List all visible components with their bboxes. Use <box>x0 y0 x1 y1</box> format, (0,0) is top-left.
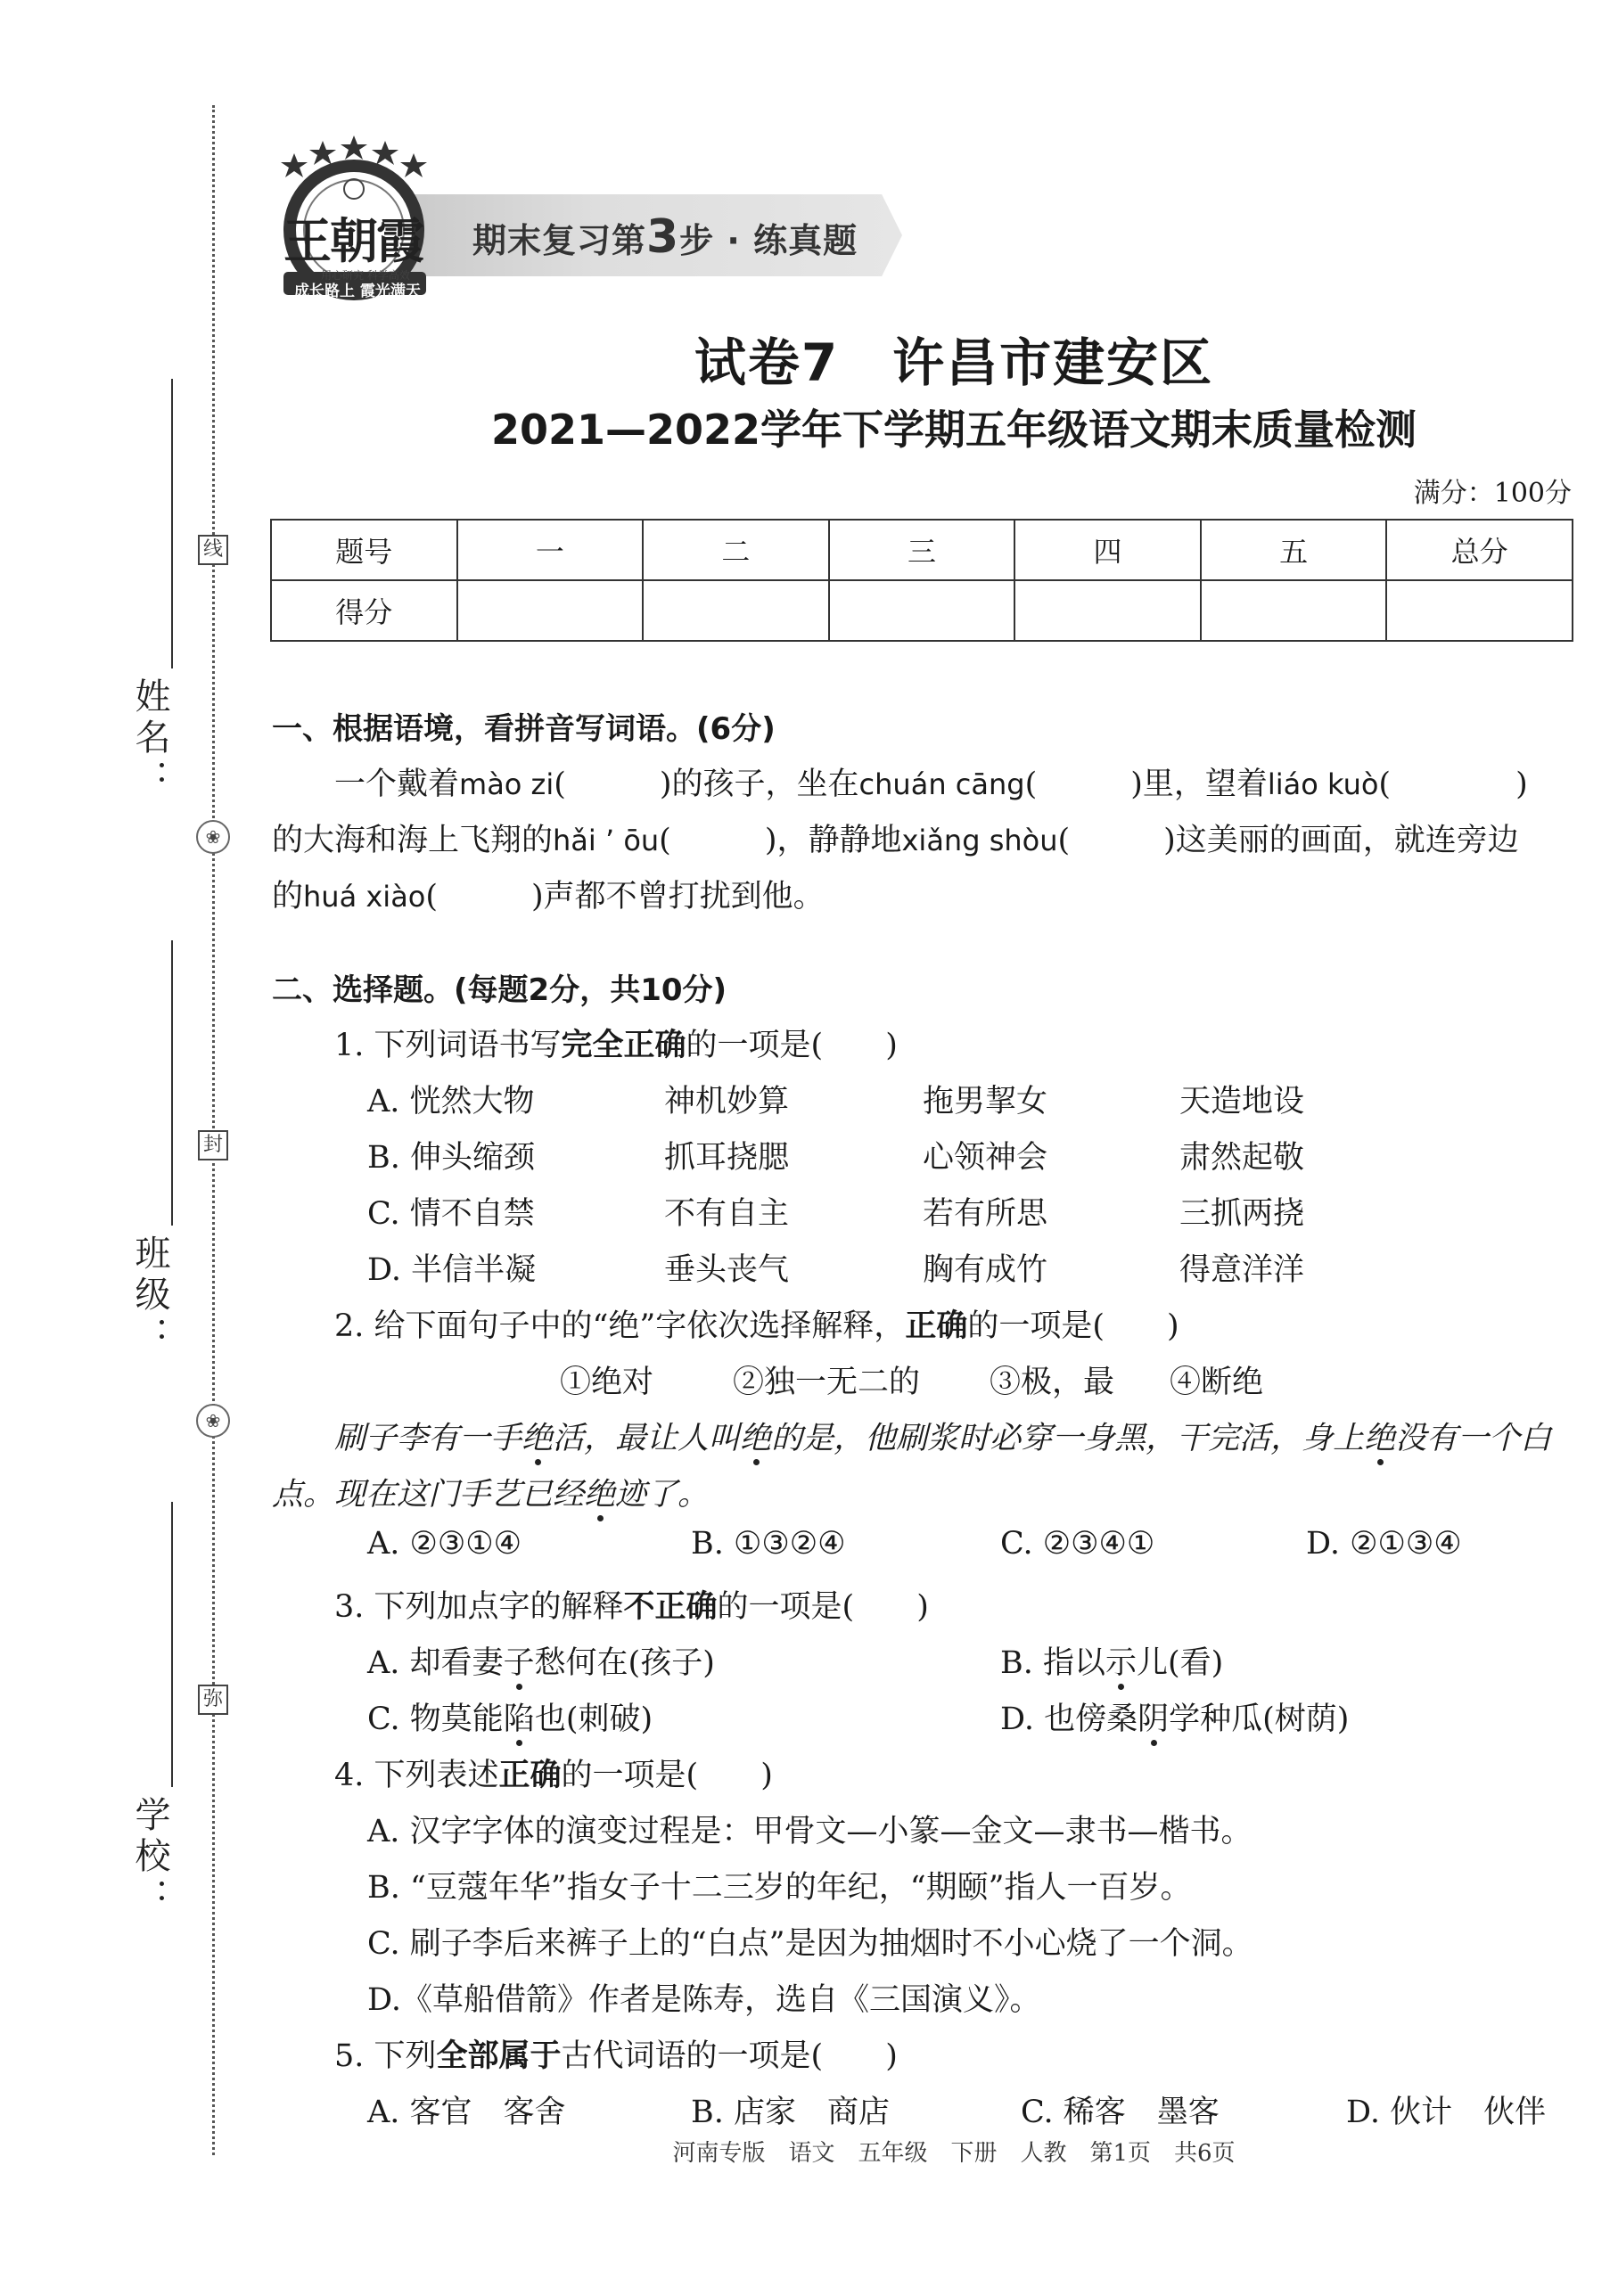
q2-option-A[interactable]: A. ②③①④ <box>367 1526 522 1562</box>
full-mark: 满分：100分 <box>1413 478 1572 509</box>
q1-stem: 1. 下列词语书写完全正确的一项是( ) <box>334 1028 898 1063</box>
school-label: 学校： <box>129 1796 170 1919</box>
section2-heading: 二、选择题。(每题2分，共10分) <box>272 972 727 1008</box>
score-header-cell: 二 <box>643 520 829 580</box>
score-table <box>270 519 1573 642</box>
q2-meaning-3: ③极，最 <box>990 1365 1115 1400</box>
section1-line3: 的huá xiào( )声都不曾打扰到他。 <box>272 879 825 914</box>
q2-meaning-4: ④断绝 <box>1170 1365 1264 1400</box>
brand-slogan-top: 用心研究 科学高效 <box>321 269 410 282</box>
score-table-score-row <box>271 580 1573 641</box>
brand-name: 王朝霞 <box>283 212 423 269</box>
step-banner-text: 期末复习第3步 · 练真题 <box>472 210 858 264</box>
section1-line1: 一个戴着mào zi( )的孩子，坐在chuán cāng( )里，望着liáo kuò( ) <box>334 767 1528 802</box>
score-table-header-row <box>271 520 1573 580</box>
q5-option-B[interactable]: B. 店家 商店 <box>691 2095 890 2130</box>
section1-line2: 的大海和海上飞翔的hǎi ’ ōu( )，静静地xiǎng shòu( )这美丽的画面，就连旁边 <box>272 823 1519 858</box>
q3-option-A[interactable]: A. 却看妻子愁何在(孩子) <box>367 1638 715 1683</box>
seal-char-seal: 封 <box>198 1130 228 1160</box>
seal-char-line: 线 <box>198 535 228 565</box>
score-cell[interactable] <box>1386 580 1573 641</box>
q5-stem: 5. 下列全部属于古代词语的一项是( ) <box>334 2038 898 2074</box>
score-cell[interactable] <box>1201 580 1387 641</box>
brand-slogan-bottom: 成长路上 霞光满天 <box>294 283 421 300</box>
school-fill-line[interactable] <box>171 1502 173 1787</box>
q4-option-B[interactable]: B. “豆蔻年华”指女子十二三岁的年纪，“期颐”指人一百岁。 <box>367 1870 1192 1906</box>
score-header-cell: 题号 <box>271 520 457 580</box>
q3-option-B[interactable]: B. 指以示儿(看) <box>1000 1638 1223 1683</box>
q2-meaning-1: ①绝对 <box>560 1365 654 1400</box>
seal-char-mi: 弥 <box>198 1685 228 1715</box>
exam-subtitle: 2021—2022学年下学期五年级语文期末质量检测 <box>490 406 1417 454</box>
score-cell[interactable] <box>829 580 1015 641</box>
q2-option-D[interactable]: D. ②①③④ <box>1306 1526 1462 1562</box>
exam-title: 试卷7 许昌市建安区 <box>694 332 1214 393</box>
seal-ornament: ❀ <box>196 820 230 854</box>
q4-option-C[interactable]: C. 刷子李后来裤子上的“白点”是因为抽烟时不小心烧了一个洞。 <box>367 1926 1253 1962</box>
score-cell[interactable] <box>1014 580 1201 641</box>
score-header-cell: 一 <box>457 520 644 580</box>
q2-option-C[interactable]: C. ②③④① <box>1000 1526 1155 1562</box>
page-footer: 河南专版 语文 五年级 下册 人教 第1页 共6页 <box>672 2140 1236 2167</box>
q2-option-B[interactable]: B. ①③②④ <box>691 1526 846 1562</box>
score-cell[interactable] <box>457 580 644 641</box>
q2-passage-line1: 刷子李有一手绝活，最让人叫绝的是，他刷浆时必穿一身黑，干完活，身上绝没有一个白 <box>334 1414 1551 1458</box>
q2-meaning-2: ②独一无二的 <box>733 1365 921 1400</box>
q3-option-C[interactable]: C. 物莫能陷也(刺破) <box>367 1694 653 1739</box>
score-cell[interactable] <box>643 580 829 641</box>
class-label: 班级： <box>129 1234 170 1357</box>
score-row-label: 得分 <box>271 580 457 641</box>
seal-ornament: ❀ <box>196 1404 230 1438</box>
q2-passage-line2: 点。现在这门手艺已经绝迹了。 <box>272 1470 709 1514</box>
q5-option-A[interactable]: A. 客官 客舍 <box>367 2095 566 2130</box>
name-label: 姓名： <box>129 677 170 800</box>
score-header-cell: 四 <box>1014 520 1201 580</box>
score-header-cell: 总分 <box>1386 520 1573 580</box>
q3-option-D[interactable]: D. 也傍桑阴学种瓜(树荫) <box>1000 1694 1349 1739</box>
q5-option-C[interactable]: C. 稀客 墨客 <box>1021 2095 1220 2130</box>
section1-heading: 一、根据语境，看拼音写词语。(6分) <box>272 711 776 747</box>
q4-option-A[interactable]: A. 汉字字体的演变过程是：甲骨文—小篆—金文—隶书—楷书。 <box>367 1814 1253 1849</box>
q2-stem: 2. 给下面句子中的“绝”字依次选择解释，正确的一项是( ) <box>334 1308 1179 1344</box>
score-header-cell: 五 <box>1201 520 1387 580</box>
score-header-cell: 三 <box>829 520 1015 580</box>
q5-option-D[interactable]: D. 伙计 伙伴 <box>1346 2095 1547 2130</box>
q3-stem: 3. 下列加点字的解释不正确的一项是( ) <box>334 1589 929 1625</box>
q4-stem: 4. 下列表述正确的一项是( ) <box>334 1758 773 1793</box>
class-fill-line[interactable] <box>171 940 173 1226</box>
q4-option-D[interactable]: D.《草船借箭》作者是陈寿，选自《三国演义》。 <box>367 1982 1041 2018</box>
